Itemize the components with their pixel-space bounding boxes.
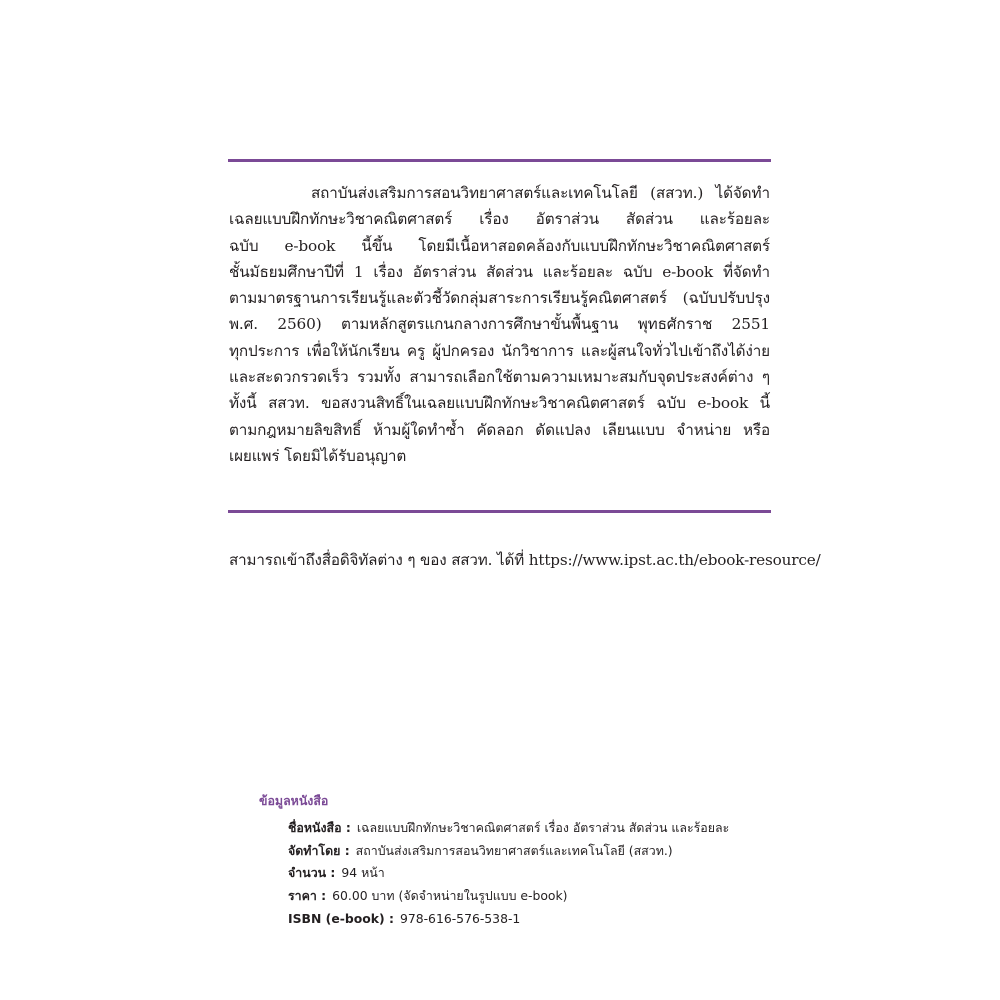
publisher-row <box>288 840 729 863</box>
page-count-row <box>288 862 729 885</box>
bottom-divider <box>228 510 771 513</box>
paragraph-line: พ.ศ. 2560) ตามหลักสูตรแกนกลางการศึกษาขั้นพื้นฐาน พุทธศักราช 2551 <box>229 315 770 334</box>
price-value: 60.00 บาท (จัดจำหน่ายในรูปแบบ e-book) <box>332 888 568 904</box>
copyright-paragraph <box>229 180 770 469</box>
book-title-label: ชื่อหนังสือ : <box>288 820 351 835</box>
book-title-value: เฉลยแบบฝึกทักษะวิชาคณิตศาสตร์ เรื่อง อัตราส่วน สัดส่วน และร้อยละ <box>356 820 730 835</box>
publisher-value: สถาบันส่งเสริมการสอนวิทยาศาสตร์และเทคโนโลยี (สสวท.) <box>355 842 673 858</box>
paragraph-line: ตามมาตรฐานการเรียนรู้และตัวชี้วัดกลุ่มสาระการเรียนรู้คณิตศาสตร์ (ฉบับปรับปรุง <box>229 289 770 308</box>
book-info-title: ข้อมูลหนังสือ <box>259 793 329 808</box>
isbn-row <box>288 908 729 931</box>
isbn-value: 978-616-576-538-1 <box>399 910 521 926</box>
page-count-label: จำนวน : <box>288 865 336 881</box>
top-divider <box>228 159 771 162</box>
isbn-label: ISBN (e-book) : <box>288 910 394 926</box>
paragraph-line: ตามกฎหมายลิขสิทธิ์ ห้ามผู้ใดทำซ้ำ คัดลอก ดัดแปลง เลียนแบบ จำหน่าย หรือ <box>229 420 770 439</box>
paragraph-line: ชั้นมัธยมศึกษาปีที่ 1 เรื่อง อัตราส่วน สัดส่วน และร้อยละ ฉบับ e-book ที่จัดทำ <box>229 262 770 281</box>
digital-access-note: สามารถเข้าถึงสื่อดิจิทัลต่าง ๆ ของ สสวท. ได้ที่ https://www.ipst.ac.th/ebook-resource/ <box>229 551 821 569</box>
paragraph-line: ทั้งนี้ สสวท. ขอสงวนสิทธิ์ในเฉลยแบบฝึกทักษะวิชาคณิตศาสตร์ ฉบับ e-book นี้ <box>229 394 770 413</box>
book-info-list <box>288 817 729 930</box>
book-info-section <box>259 792 729 930</box>
paragraph-line: เฉลยแบบฝึกทักษะวิชาคณิตศาสตร์ เรื่อง อัตราส่วน สัดส่วน และร้อยละ <box>229 210 770 229</box>
paragraph-line: เผยแพร่ โดยมิได้รับอนุญาต <box>229 446 407 465</box>
book-title-row <box>288 817 729 840</box>
paragraph-line: สถาบันส่งเสริมการสอนวิทยาศาสตร์และเทคโนโลยี (สสวท.) ได้จัดทำ <box>311 184 770 202</box>
page-count-value: 94 หน้า <box>341 865 385 881</box>
publisher-label: จัดทำโดย : <box>288 842 350 858</box>
paragraph-line: ทุกประการ เพื่อให้นักเรียน ครู ผู้ปกครอง นักวิชาการ และผู้สนใจทั่วไปเข้าถึงได้ง่าย <box>229 341 770 360</box>
paragraph-line: และสะดวกรวดเร็ว รวมทั้ง สามารถเลือกใช้ตามความเหมาะสมกับจุดประสงค์ต่าง ๆ <box>229 368 770 387</box>
price-row <box>288 885 729 908</box>
paragraph-line: ฉบับ e-book นี้ขึ้น โดยมีเนื้อหาสอดคล้องกับแบบฝึกทักษะวิชาคณิตศาสตร์ <box>229 236 770 255</box>
price-label: ราคา : <box>288 888 327 904</box>
